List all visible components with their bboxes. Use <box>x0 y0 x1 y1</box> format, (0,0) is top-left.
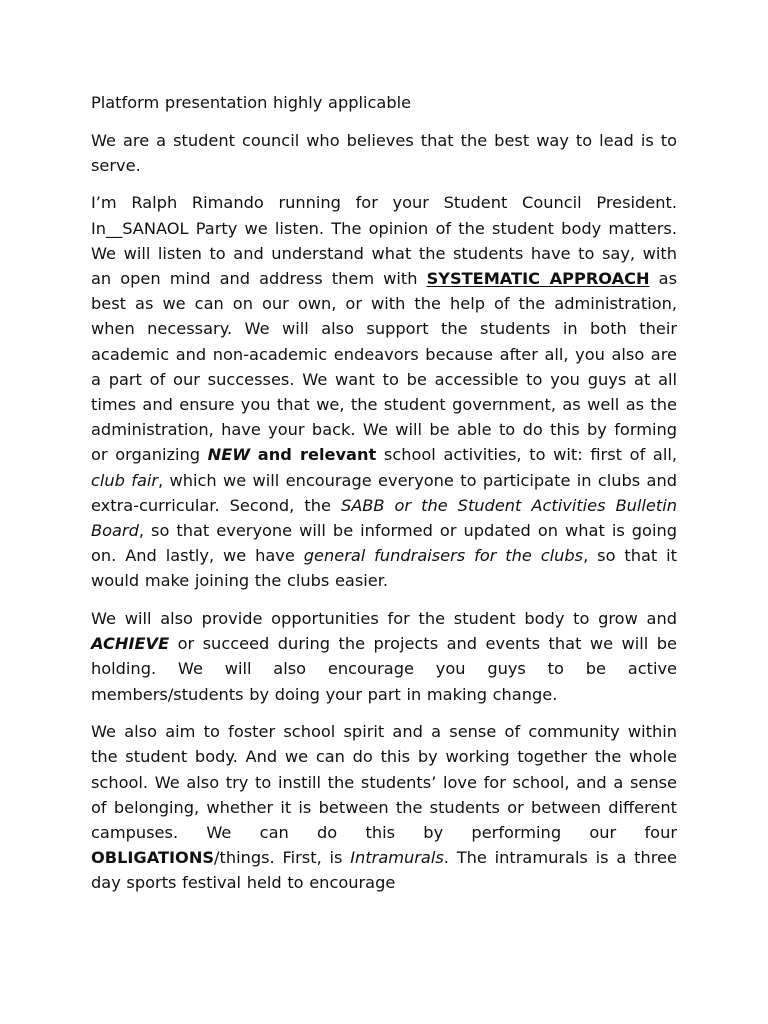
emphasis-sabb: SABB or the Student Activities Bulletin Board <box>91 495 677 541</box>
text-run: school activities, to wit: first of all, <box>376 445 677 465</box>
text-run: . The intramurals is a three day sports festival held to encourage <box>91 848 677 893</box>
emphasis-fundraisers: general fundraisers for the clubs <box>303 546 584 566</box>
emphasis-club-fair: club fair <box>91 470 159 490</box>
paragraph-school-spirit <box>91 719 677 895</box>
text-run: /things. First, is <box>214 848 351 868</box>
text-run: , so that everyone will be informed or updated on what is going on. And lastly, we have <box>91 521 677 566</box>
emphasis-obligations: OBLIGATIONS <box>91 848 215 868</box>
emphasis-intramurals: Intramurals <box>350 848 444 868</box>
document-title: Platform presentation highly applicable <box>91 93 412 112</box>
paragraph-opportunities <box>91 606 677 707</box>
text-run: , so that it would make joining the clubs easier. <box>91 546 678 591</box>
text-run: or succeed during the projects and events that we will be holding. We will also encourage you guys to be active members/students by doing your part in making change. <box>91 634 677 704</box>
paragraph-intro: We are a student council who believes that the best way to lead is to serve. <box>91 130 677 175</box>
paragraph-candidate <box>91 190 677 593</box>
emphasis-systematic-approach: SYSTEMATIC APPROACH <box>426 269 650 288</box>
emphasis-new: NEW <box>207 445 251 465</box>
emphasis-and-relevant: and relevant <box>257 445 377 465</box>
text-run: , which we will encourage everyone to participate in clubs and extra-curricular. Second, the <box>91 470 677 515</box>
text-run: We will also provide opportunities for the student body to grow and <box>91 609 677 629</box>
text-run: as best as we can on our own, or with the help of the administration, when necessary. We will also support the students in both their academic and non-academic endeavors because after all, you also are a part of our successes. We want to be accessible to you guys at all times and ensure you that we, the student government, as well as the administration, have your back. We will be able to do this by forming or organizing <box>91 269 678 465</box>
emphasis-achieve: ACHIEVE <box>91 634 170 654</box>
text-run: We also aim to foster school spirit and a sense of community within the student body. And we can do this by working together the whole school. We also try to instill the students’ love for school, and a sense of belonging, whether it is between the students or between different campuses. We can do this by performing our four <box>91 722 677 843</box>
text-run: I’m Ralph Rimando running for your Student Council President. In__SANAOL Party we listen. The opinion of the student body matters. We will listen to and understand what the students have to say, with an open mind and address them with <box>91 193 677 288</box>
document-page <box>91 90 677 908</box>
